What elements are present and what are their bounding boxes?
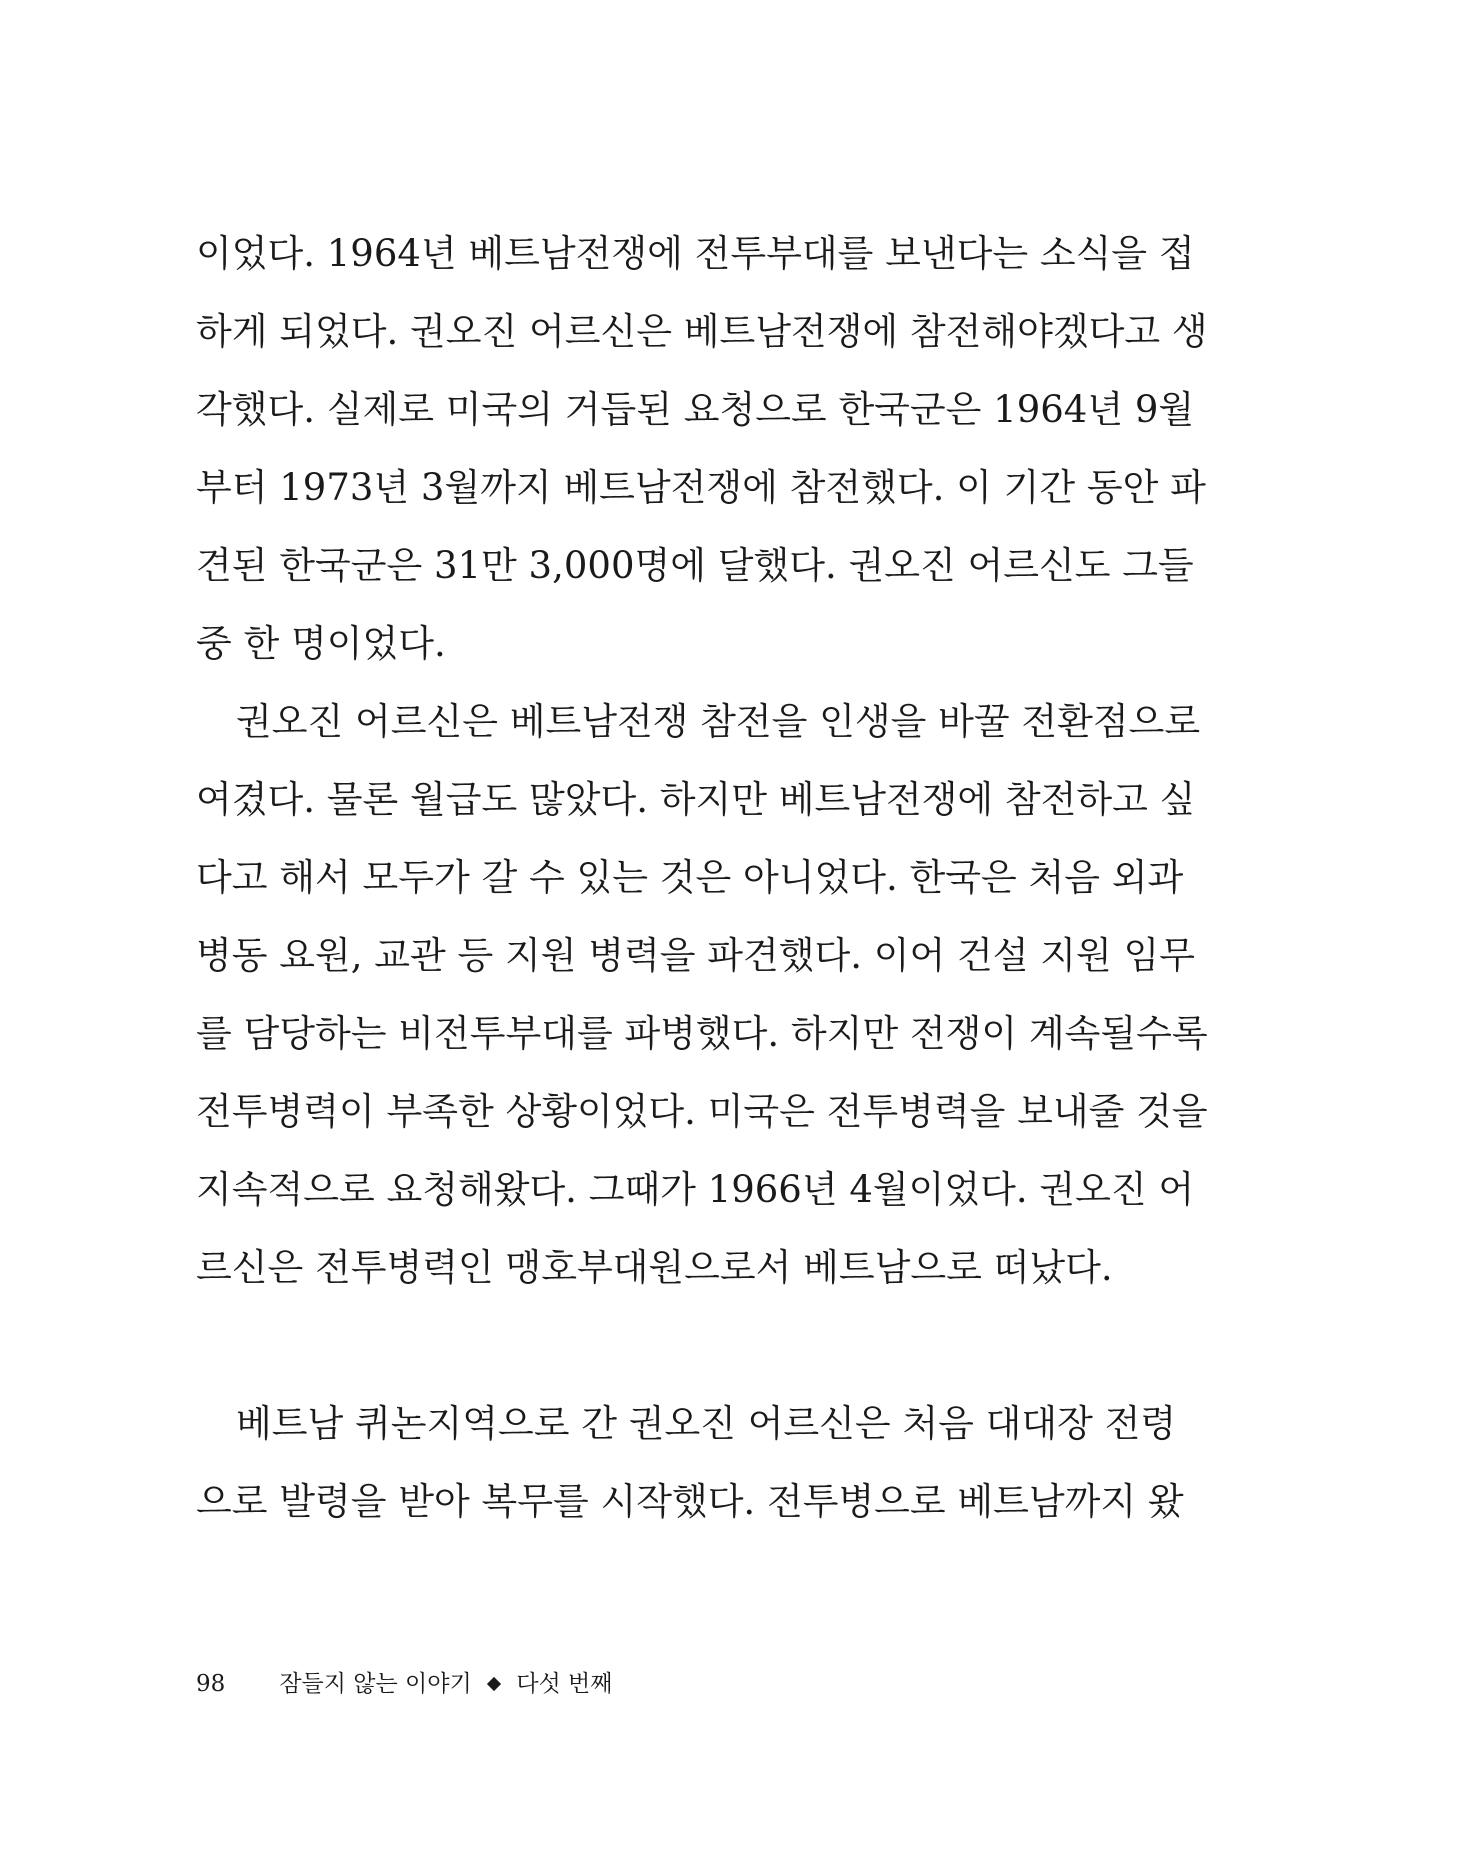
text-line: 견된 한국군은 31만 3,000명에 달했다. 권오진 어르신도 그들	[196, 544, 1194, 587]
text-line: 하게 되었다. 권오진 어르신은 베트남전쟁에 참전해야겠다고 생	[196, 310, 1208, 353]
text-line: 를 담당하는 비전투부대를 파병했다. 하지만 전쟁이 계속될수록	[196, 1012, 1208, 1055]
paragraph-2	[196, 683, 1208, 1307]
text-line: 베트남 퀴논지역으로 간 권오진 어르신은 처음 대대장 전령	[236, 1402, 1177, 1445]
page-footer	[196, 1665, 613, 1698]
text-line: 지속적으로 요청해왔다. 그때가 1966년 4월이었다. 권오진 어	[196, 1168, 1195, 1211]
text-line: 이었다. 1964년 베트남전쟁에 전투부대를 보낸다는 소식을 접	[196, 232, 1195, 275]
paragraph-3	[196, 1385, 1184, 1541]
book-title: 잠들지 않는 이야기	[279, 1671, 472, 1697]
text-line: 전투병력이 부족한 상황이었다. 미국은 전투병력을 보내줄 것을	[196, 1090, 1208, 1133]
text-line: 다고 해서 모두가 갈 수 있는 것은 아니었다. 한국은 처음 외과	[196, 856, 1184, 899]
text-line: 각했다. 실제로 미국의 거듭된 요청으로 한국군은 1964년 9월	[196, 388, 1195, 431]
page-number: 98	[196, 1671, 226, 1697]
text-line: 병동 요원, 교관 등 지원 병력을 파견했다. 이어 건설 지원 임무	[196, 934, 1195, 977]
diamond-separator-icon	[487, 1676, 501, 1690]
paragraph-1	[196, 215, 1208, 683]
text-line: 권오진 어르신은 베트남전쟁 참전을 인생을 바꿀 전환점으로	[236, 700, 1201, 743]
volume-label: 다섯 번째	[516, 1671, 613, 1697]
text-line: 중 한 명이었다.	[196, 622, 446, 665]
text-line: 여겼다. 물론 월급도 많았다. 하지만 베트남전쟁에 참전하고 싶	[196, 778, 1196, 821]
text-line: 부터 1973년 3월까지 베트남전쟁에 참전했다. 이 기간 동안 파	[196, 466, 1206, 509]
text-line: 르신은 전투병력인 맹호부대원으로서 베트남으로 떠났다.	[196, 1246, 1113, 1289]
text-line: 으로 발령을 받아 복무를 시작했다. 전투병으로 베트남까지 왔	[196, 1480, 1184, 1523]
